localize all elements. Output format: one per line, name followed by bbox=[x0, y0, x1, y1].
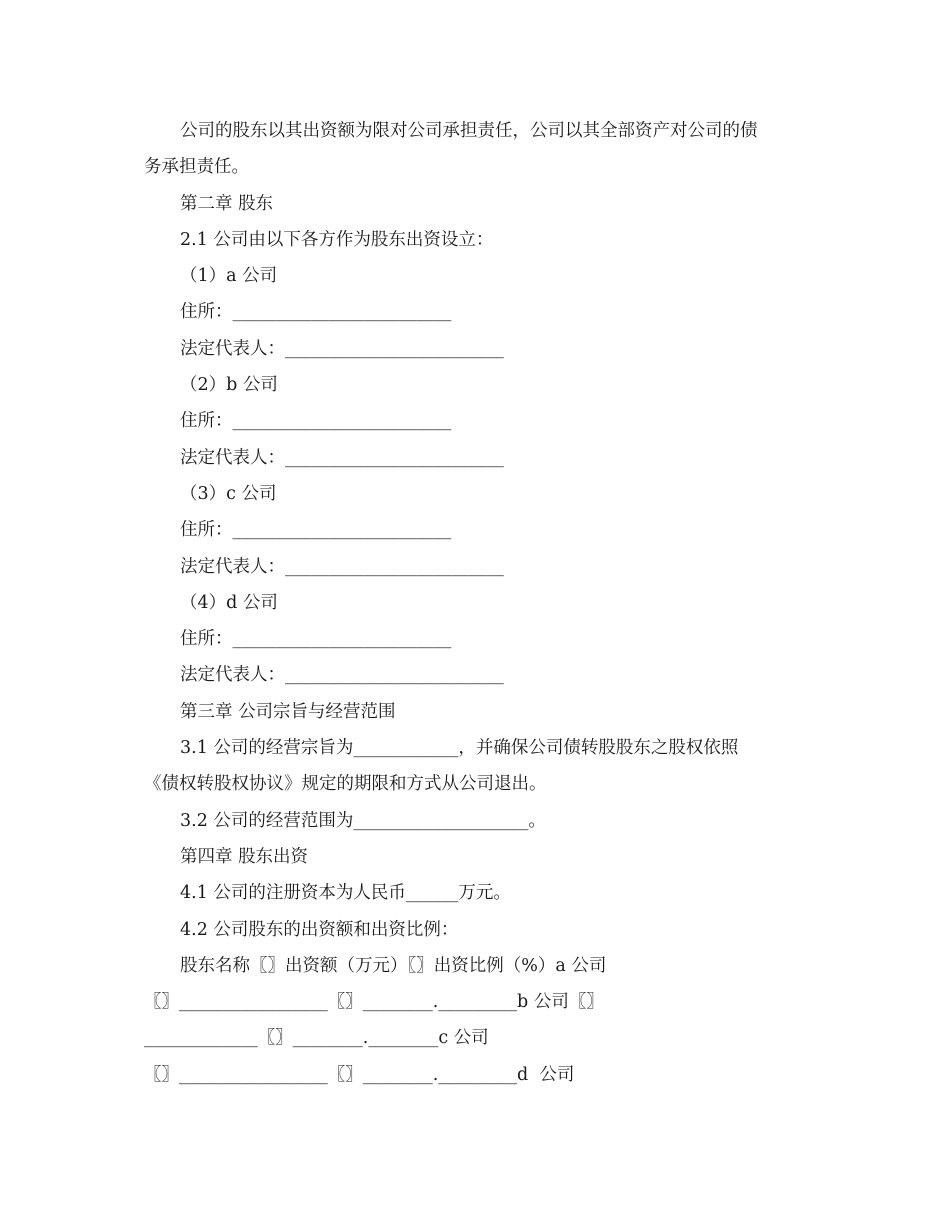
clause-3-1: 3.1 公司的经营宗旨为____________，并确保公司债转股股东之股权依照 bbox=[180, 738, 739, 759]
contribution-table-line-3: 〖〗_________________〖〗________._________d 公司 bbox=[144, 1064, 575, 1085]
shareholder-d-address: 住所：_________________________ bbox=[180, 629, 452, 650]
contribution-table-line-1: 〖〗_________________〖〗________._________b 公司〖〗 bbox=[144, 992, 604, 1013]
contribution-table-line-2: _____________〖〗________.________c 公司 bbox=[144, 1028, 489, 1049]
contribution-table-header: 股东名称〖〗出资额（万元）〖〗出资比例（%）a 公司 bbox=[180, 955, 607, 976]
shareholder-b-representative: 法定代表人：_________________________ bbox=[180, 447, 504, 468]
document-body bbox=[144, 113, 808, 1093]
shareholder-a-name: （1）a 公司 bbox=[180, 266, 278, 287]
shareholder-b-address: 住所：_________________________ bbox=[180, 411, 452, 432]
paragraph-liability: 公司的股东以其出资额为限对公司承担责任，公司以其全部资产对公司的债 bbox=[180, 121, 758, 141]
shareholder-d-representative: 法定代表人：_________________________ bbox=[180, 665, 504, 686]
paragraph-liability-continued: 务承担责任。 bbox=[144, 157, 249, 178]
shareholder-b-name: （2）b 公司 bbox=[180, 375, 278, 396]
chapter-3-heading: 第三章 公司宗旨与经营范围 bbox=[180, 701, 396, 722]
chapter-2-heading: 第二章 股东 bbox=[180, 193, 274, 214]
chapter-4-heading: 第四章 股东出资 bbox=[180, 846, 309, 867]
clause-2-1: 2.1 公司由以下各方作为股东出资设立： bbox=[180, 229, 494, 250]
clause-3-2: 3.2 公司的经营范围为____________________。 bbox=[180, 810, 546, 831]
shareholder-c-representative: 法定代表人：_________________________ bbox=[180, 556, 504, 577]
shareholder-c-name: （3）c 公司 bbox=[180, 483, 277, 504]
shareholder-a-representative: 法定代表人：_________________________ bbox=[180, 338, 504, 359]
shareholder-d-name: （4）d 公司 bbox=[180, 592, 278, 613]
clause-4-1: 4.1 公司的注册资本为人民币______万元。 bbox=[180, 883, 511, 904]
shareholder-a-address: 住所：_________________________ bbox=[180, 302, 452, 323]
clause-4-2: 4.2 公司股东的出资额和出资比例： bbox=[180, 919, 459, 940]
clause-3-1-continued: 《债权转股权协议》规定的期限和方式从公司退出。 bbox=[144, 774, 547, 795]
shareholder-c-address: 住所：_________________________ bbox=[180, 520, 452, 541]
